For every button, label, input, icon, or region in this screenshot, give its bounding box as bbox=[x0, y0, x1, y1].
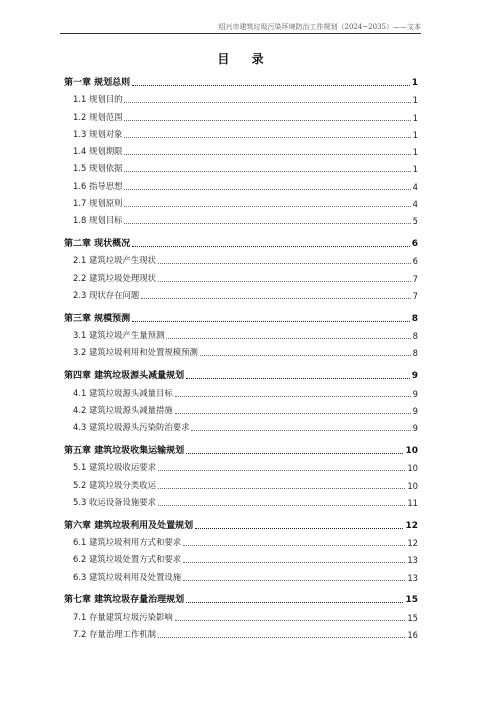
toc-page-number: 4 bbox=[412, 199, 418, 210]
toc-entry-label: 1.5 规划依据 bbox=[73, 163, 123, 174]
toc-entry-label: 第五章 建筑垃圾收集运输规划 bbox=[64, 445, 185, 456]
toc-chapter-entry[interactable] bbox=[64, 306, 418, 324]
dot-leader bbox=[166, 338, 410, 339]
toc-section-entry[interactable] bbox=[64, 209, 418, 226]
toc-entry-label: 第七章 建筑垃圾存量治理规划 bbox=[64, 595, 185, 606]
toc-page-number: 7 bbox=[412, 273, 418, 284]
toc-page-number: 9 bbox=[412, 405, 418, 416]
toc-section-entry[interactable] bbox=[64, 456, 418, 473]
toc-page-number: 9 bbox=[411, 371, 418, 382]
toc-section-entry[interactable] bbox=[64, 548, 418, 565]
toc-page-number: 11 bbox=[407, 497, 418, 508]
toc-page-number: 7 bbox=[412, 291, 418, 302]
toc-section-entry[interactable] bbox=[64, 473, 418, 490]
toc-page-number: 13 bbox=[407, 555, 418, 566]
toc-entry-label: 7.1 存量建筑垃圾污染影响 bbox=[73, 611, 173, 622]
toc-entry-label: 5.2 建筑垃圾分类收运 bbox=[73, 479, 156, 490]
dot-leader bbox=[191, 430, 410, 431]
toc-page-number: 9 bbox=[412, 388, 418, 399]
toc-entry-label: 2.1 建筑垃圾产生现状 bbox=[73, 255, 156, 266]
dot-leader bbox=[186, 453, 403, 454]
toc-section-entry[interactable] bbox=[64, 284, 418, 301]
running-header: 绍兴市建筑垃圾污染环境防治工作规划（2024~2035）——文本 bbox=[218, 23, 421, 31]
toc-page-number: 10 bbox=[407, 480, 418, 491]
toc-section-entry[interactable] bbox=[64, 605, 418, 622]
toc-section-entry[interactable] bbox=[64, 341, 418, 358]
dot-leader bbox=[175, 396, 411, 397]
toc-entry-label: 4.2 建筑垃圾源头减量措施 bbox=[73, 404, 173, 415]
toc-section-entry[interactable] bbox=[64, 623, 418, 640]
toc-section-entry[interactable] bbox=[64, 381, 418, 398]
dot-leader bbox=[132, 321, 410, 322]
toc-page-number: 1 bbox=[412, 112, 418, 123]
toc-section-entry[interactable] bbox=[64, 565, 418, 582]
toc-entry-label: 4.1 建筑垃圾源头减量目标 bbox=[73, 387, 173, 398]
toc-page-number: 4 bbox=[412, 181, 418, 192]
dot-leader bbox=[158, 263, 411, 264]
toc-section-entry[interactable] bbox=[64, 266, 418, 283]
dot-leader bbox=[195, 528, 403, 529]
dot-leader bbox=[124, 137, 410, 138]
toc-entry-label: 第四章 建筑垃圾源头减量规划 bbox=[64, 371, 185, 382]
toc-entry-label: 2.3 现状存在问题 bbox=[73, 290, 140, 301]
toc-chapter-entry[interactable] bbox=[64, 587, 418, 605]
toc-page-number: 12 bbox=[407, 537, 418, 548]
toc-entry-label: 5.1 建筑垃圾收运要求 bbox=[73, 462, 156, 473]
toc-section-entry[interactable] bbox=[64, 399, 418, 416]
toc-chapter-entry[interactable] bbox=[64, 363, 418, 381]
toc-section-entry[interactable] bbox=[64, 88, 418, 105]
toc-entry-label: 1.6 指导思想 bbox=[73, 180, 123, 191]
toc-page-number: 10 bbox=[405, 445, 418, 456]
toc-page-number: 13 bbox=[407, 572, 418, 583]
toc-page-number: 1 bbox=[411, 78, 418, 88]
toc-entry-label: 1.2 规划范围 bbox=[73, 111, 123, 122]
dot-leader bbox=[124, 154, 410, 155]
dot-leader bbox=[183, 545, 405, 546]
dot-leader bbox=[141, 298, 410, 299]
toc-entry-label: 1.8 规划目标 bbox=[73, 215, 123, 226]
dot-leader bbox=[183, 562, 405, 563]
dot-leader bbox=[158, 470, 405, 471]
toc-page-number: 8 bbox=[411, 313, 418, 324]
toc-entry-label: 1.7 规划原则 bbox=[73, 198, 123, 209]
toc-section-entry[interactable] bbox=[64, 249, 418, 266]
dot-leader bbox=[186, 378, 410, 379]
dot-leader bbox=[175, 620, 406, 621]
header-rule bbox=[60, 33, 421, 34]
toc-page-number: 1 bbox=[412, 164, 418, 175]
dot-leader bbox=[132, 85, 410, 86]
toc-section-entry[interactable] bbox=[64, 140, 418, 157]
toc-page-number: 1 bbox=[412, 95, 418, 106]
toc-section-entry[interactable] bbox=[64, 105, 418, 122]
toc-page-number: 10 bbox=[407, 463, 418, 474]
toc-title: 目 录 bbox=[217, 52, 273, 66]
toc-entry-label: 3.1 建筑垃圾产生量预测 bbox=[73, 330, 165, 341]
toc-section-entry[interactable] bbox=[64, 531, 418, 548]
toc-page-number: 9 bbox=[412, 423, 418, 434]
toc-entry-label: 6.1 建筑垃圾利用方式和要求 bbox=[73, 536, 182, 547]
dot-leader bbox=[158, 637, 405, 638]
table-of-contents bbox=[64, 70, 418, 640]
toc-chapter-entry[interactable] bbox=[64, 70, 418, 88]
dot-leader bbox=[158, 488, 405, 489]
toc-page-number: 1 bbox=[412, 147, 418, 158]
toc-entry-label: 2.2 建筑垃圾处理现状 bbox=[73, 272, 156, 283]
toc-entry-label: 4.3 建筑垃圾源头污染防治要求 bbox=[73, 422, 190, 433]
dot-leader bbox=[158, 505, 405, 506]
dot-leader bbox=[158, 281, 411, 282]
toc-section-entry[interactable] bbox=[64, 157, 418, 174]
toc-entry-label: 3.2 建筑垃圾利用和处置规模预测 bbox=[73, 347, 198, 358]
toc-entry-label: 第六章 建筑垃圾利用及处置规划 bbox=[64, 520, 194, 531]
toc-section-entry[interactable] bbox=[64, 416, 418, 433]
toc-entry-label: 第二章 现状概况 bbox=[64, 239, 131, 250]
dot-leader bbox=[124, 189, 410, 190]
toc-page-number: 15 bbox=[407, 612, 418, 623]
toc-entry-label: 6.3 建筑垃圾利用及处置设施 bbox=[73, 571, 182, 582]
toc-entry-label: 5.3 收运设备设施要求 bbox=[73, 496, 156, 507]
toc-chapter-entry[interactable] bbox=[64, 513, 418, 531]
dot-leader bbox=[124, 102, 410, 103]
dot-leader bbox=[124, 206, 410, 207]
toc-page-number: 8 bbox=[412, 331, 418, 342]
dot-leader bbox=[124, 120, 410, 121]
toc-entry-label: 1.1 规划目的 bbox=[73, 94, 123, 105]
toc-page-number: 6 bbox=[412, 256, 418, 267]
toc-section-entry[interactable] bbox=[64, 491, 418, 508]
toc-section-entry[interactable] bbox=[64, 192, 418, 209]
dot-leader bbox=[124, 223, 410, 224]
toc-page-number: 6 bbox=[411, 239, 418, 250]
toc-page-number: 1 bbox=[412, 129, 418, 140]
toc-section-entry[interactable] bbox=[64, 174, 418, 191]
toc-entry-label: 第三章 规模预测 bbox=[64, 313, 131, 324]
toc-page-number: 5 bbox=[412, 216, 418, 227]
dot-leader bbox=[186, 602, 403, 603]
toc-page-number: 15 bbox=[405, 595, 418, 606]
toc-chapter-entry[interactable] bbox=[64, 231, 418, 249]
toc-entry-label: 6.2 建筑垃圾处置方式和要求 bbox=[73, 554, 182, 565]
toc-entry-label: 7.2 存量治理工作机制 bbox=[73, 628, 156, 639]
toc-entry-label: 第一章 规划总则 bbox=[64, 78, 131, 88]
toc-page-number: 16 bbox=[407, 629, 418, 640]
dot-leader bbox=[200, 355, 411, 356]
toc-chapter-entry[interactable] bbox=[64, 438, 418, 456]
toc-page-number: 8 bbox=[412, 348, 418, 359]
dot-leader bbox=[183, 580, 405, 581]
toc-section-entry[interactable] bbox=[64, 324, 418, 341]
dot-leader bbox=[175, 413, 411, 414]
toc-entry-label: 1.3 规划对象 bbox=[73, 128, 123, 139]
dot-leader bbox=[132, 246, 410, 247]
toc-page-number: 12 bbox=[405, 520, 418, 531]
toc-section-entry[interactable] bbox=[64, 123, 418, 140]
dot-leader bbox=[124, 171, 410, 172]
toc-entry-label: 1.4 规划期限 bbox=[73, 146, 123, 157]
